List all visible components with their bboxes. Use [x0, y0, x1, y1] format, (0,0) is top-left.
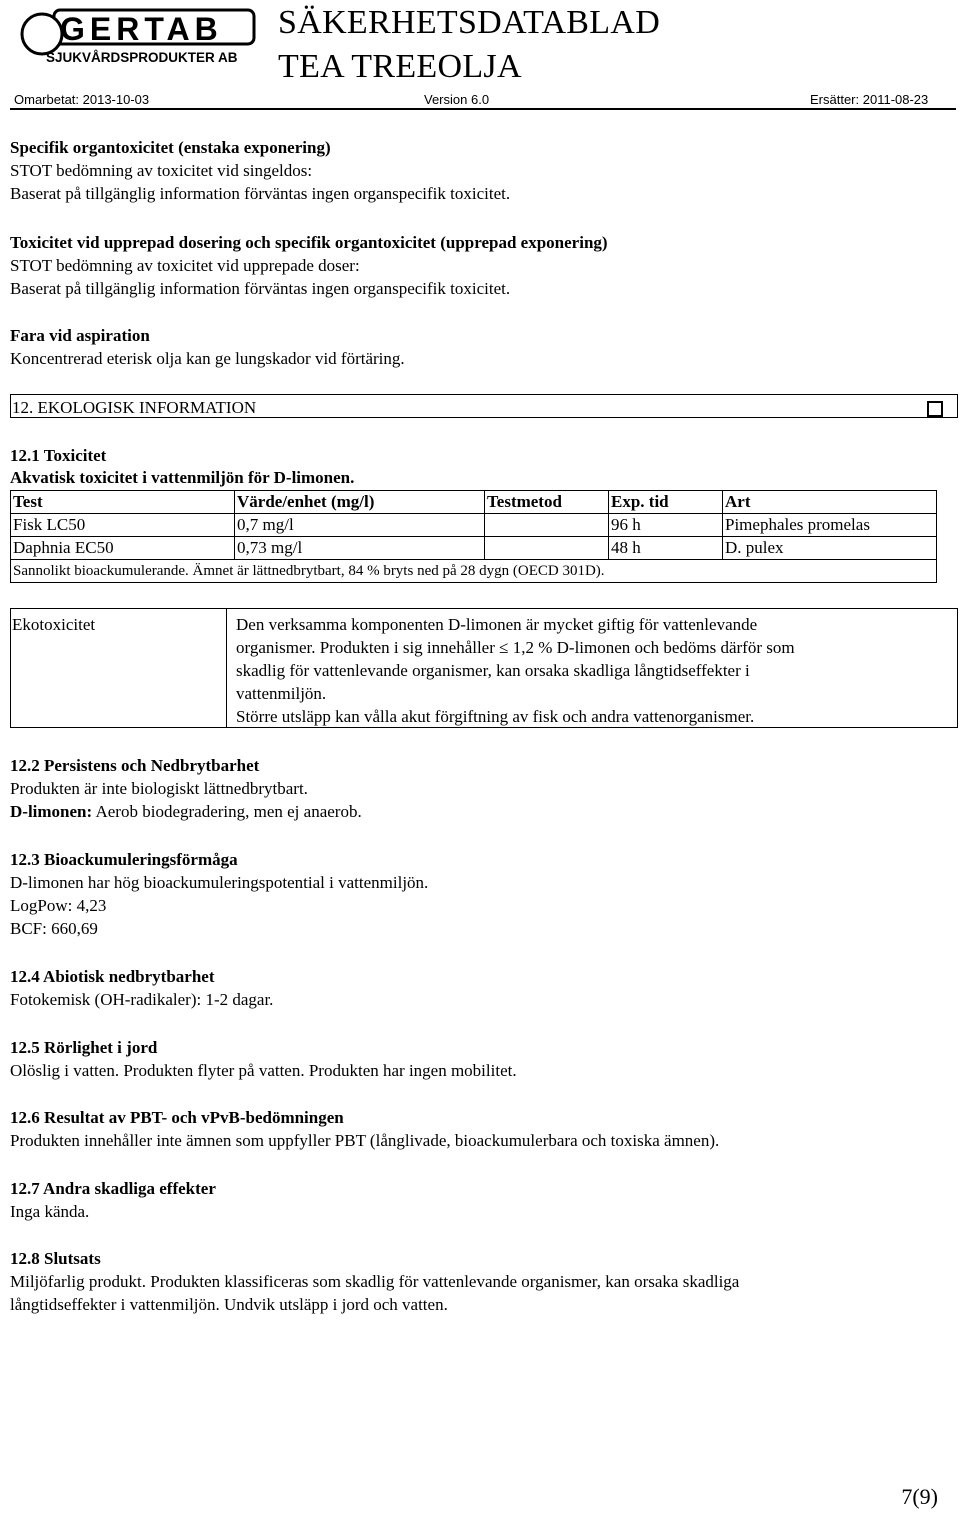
company-logo [20, 6, 270, 68]
s12-2-heading: 12.2 Persistens och Nedbrytbarhet [10, 756, 260, 775]
table-cell: 48 h [609, 537, 723, 560]
table-cell: Daphnia EC50 [11, 537, 235, 560]
stot-single-line2: Baserat på tillgänglig information förväntas ingen organspecifik toxicitet. [10, 184, 511, 203]
s12-1-subheading: Akvatisk toxicitet i vattenmiljön för D-limonen. [10, 468, 355, 487]
s12-2-line2-text: Aerob biodegradering, men ej anaerob. [92, 802, 362, 821]
s12-4-line1: Fotokemisk (OH-radikaler): 1-2 dagar. [10, 990, 274, 1009]
stot-repeated-heading: Toxicitet vid upprepad dosering och specifik organtoxicitet (upprepad exponering) [10, 233, 608, 252]
revised-date: Omarbetat: 2013-10-03 [14, 92, 150, 107]
version: Version 6.0 [424, 92, 490, 107]
s12-8-heading: 12.8 Slutsats [10, 1249, 101, 1268]
table-cell: Pimephales promelas [723, 514, 937, 537]
section-12-title: 12. EKOLOGISK INFORMATION [12, 398, 257, 417]
s12-6-line1: Produkten innehåller inte ämnen som uppfyller PBT (långlivade, bioackumulerbara och toxiska ämnen). [10, 1131, 720, 1150]
table-note-row [11, 560, 937, 583]
doc-title: SÄKERHETSDATABLAD [278, 4, 661, 41]
stot-repeated-line1: STOT bedömning av toxicitet vid upprepade doser: [10, 256, 360, 275]
product-title: TEA TREEOLJA [278, 48, 522, 85]
s12-2-line2-label: D-limonen: [10, 802, 93, 821]
stot-single-line1: STOT bedömning av toxicitet vid singeldos: [10, 161, 313, 180]
s12-2-line2 [10, 800, 362, 823]
ecotox-label: Ekotoxicitet [12, 615, 96, 634]
toxicity-table [10, 490, 937, 583]
stot-single-heading: Specifik organtoxicitet (enstaka exponering) [10, 138, 331, 157]
logo-tagline: SJUKVÅRDSPRODUKTER AB [46, 50, 238, 65]
s12-8-line1: Miljöfarlig produkt. Produkten klassificeras som skadlig för vattenlevande organismer, kan orsaka skadliga [10, 1272, 740, 1291]
s12-2-line1: Produkten är inte biologiskt lättnedbrytbart. [10, 779, 308, 798]
s12-3-line2: LogPow: 4,23 [10, 896, 107, 915]
ecotox-line5: Större utsläpp kan vålla akut förgiftning av fisk och andra vattenorganismer. [236, 707, 755, 726]
aspiration-text: Koncentrerad eterisk olja kan ge lungskador vid förtäring. [10, 349, 405, 368]
s12-7-line1: Inga kända. [10, 1202, 90, 1221]
table-cell: 0,73 mg/l [235, 537, 485, 560]
s12-4-heading: 12.4 Abiotisk nedbrytbarhet [10, 967, 215, 986]
s12-5-line1: Olöslig i vatten. Produkten flyter på vatten. Produkten har ingen mobilitet. [10, 1061, 517, 1080]
replaces-date: Ersätter: 2011-08-23 [810, 92, 929, 107]
table-header: Värde/enhet (mg/l) [235, 491, 485, 514]
section-checkbox[interactable] [927, 401, 943, 417]
table-header: Test [11, 491, 235, 514]
s12-5-heading: 12.5 Rörlighet i jord [10, 1038, 158, 1057]
table-note: Sannolikt bioackumulerande. Ämnet är lättnedbrytbart, 84 % bryts ned på 28 dygn (OECD 301D). [11, 560, 937, 583]
table-cell [485, 514, 609, 537]
logo-name: GERTAB [60, 11, 223, 47]
table-header: Exp. tid [609, 491, 723, 514]
s12-8-line2: långtidseffekter i vattenmiljön. Undvik utsläpp i jord och vatten. [10, 1295, 448, 1314]
s12-6-heading: 12.6 Resultat av PBT- och vPvB-bedömningen [10, 1108, 344, 1127]
s12-3-line3: BCF: 660,69 [10, 919, 98, 938]
table-header-row [11, 491, 937, 514]
table-header: Testmetod [485, 491, 609, 514]
table-cell [485, 537, 609, 560]
ecotox-line2: organismer. Produkten i sig innehåller ≤ 1,2 % D-limonen och bedöms därför som [236, 638, 795, 657]
stot-repeated-line2: Baserat på tillgänglig information förväntas ingen organspecifik toxicitet. [10, 279, 511, 298]
table-cell: D. pulex [723, 537, 937, 560]
ecotox-line1: Den verksamma komponenten D-limonen är mycket giftig för vattenlevande [236, 615, 758, 634]
table-cell: 0,7 mg/l [235, 514, 485, 537]
s12-1-heading: 12.1 Toxicitet [10, 446, 107, 465]
table-row [11, 537, 937, 560]
table-cell: Fisk LC50 [11, 514, 235, 537]
table-header: Art [723, 491, 937, 514]
header-rule [10, 108, 956, 110]
table-cell: 96 h [609, 514, 723, 537]
aspiration-heading: Fara vid aspiration [10, 326, 150, 345]
s12-3-line1: D-limonen har hög bioackumuleringspotential i vattenmiljön. [10, 873, 429, 892]
table-row [11, 514, 937, 537]
page-number: 7(9) [901, 1484, 938, 1509]
s12-3-heading: 12.3 Bioackumuleringsförmåga [10, 850, 238, 869]
ecotox-divider [226, 608, 227, 728]
ecotox-line3: skadlig för vattenlevande organismer, kan orsaka skadliga långtidseffekter i [236, 661, 750, 680]
s12-7-heading: 12.7 Andra skadliga effekter [10, 1179, 216, 1198]
ecotox-line4: vattenmiljön. [236, 684, 327, 703]
